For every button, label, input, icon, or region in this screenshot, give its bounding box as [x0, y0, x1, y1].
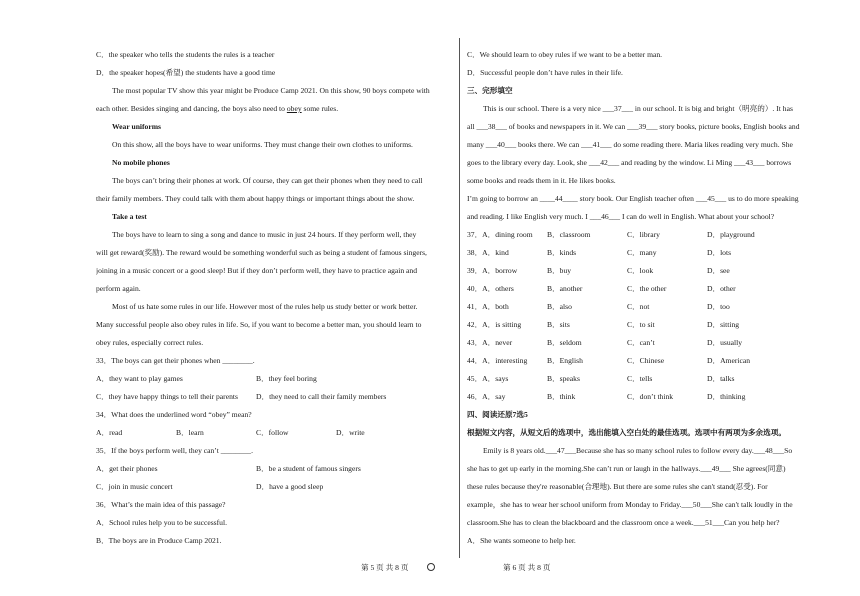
subheading-uniforms: Wear uniforms [112, 122, 162, 131]
choice-row-46 [467, 388, 823, 406]
q34-option-c: C．follow [256, 428, 289, 437]
passage-line: these rules because they're reasonable(合理地). But there are some rules she can't stand(忍受). For [467, 482, 768, 491]
text-run: each other. Besides singing and dancing, the boys also need to [96, 104, 287, 113]
page-number-left: 第 5 页 共 8 页 [361, 563, 409, 572]
choice: C．look [627, 266, 654, 275]
passage-line: The boys have to learn to sing a song and dance to music in just 24 hours. If they perform well, they [112, 230, 417, 239]
passage-line: Most of us hate some rules in our life. However most of the rules help us study better or work better. [112, 302, 418, 311]
passage-line: The boys can’t bring their phones at work. Of course, they can get their phones when they need to call [112, 176, 423, 185]
q35-option-a: A．get their phones [96, 464, 158, 473]
choice: C．don’t think [627, 392, 674, 401]
passage-line: example，she has to wear her school uniform from Monday to Friday.___50___She can't talk loudly in the [467, 500, 793, 509]
question-36: 36．What’s the main idea of this passage? [96, 500, 226, 509]
q34-options [96, 424, 454, 442]
question-34: 34．What does the underlined word “obey” mean? [96, 410, 252, 419]
q36-option-a: A．School rules help you to be successful. [96, 518, 227, 527]
choice: D．talks [707, 374, 735, 383]
passage-line: Emily is 8 years old.___47___Because she has so many school rules to follow every day.___48___So [483, 446, 793, 455]
right-column [467, 46, 823, 550]
binding-hole-icon [427, 563, 435, 571]
q34-option-a: A．read [96, 428, 123, 437]
q33-option-c: C．they have happy things to tell their parents [96, 392, 238, 401]
choice: C．Chinese [627, 356, 665, 365]
q34-option-d: D．write [336, 428, 365, 437]
choice: B．think [547, 392, 576, 401]
choice: D．sitting [707, 320, 740, 329]
choice-row-40 [467, 280, 823, 298]
choice-row-38 [467, 244, 823, 262]
text-run: some rules. [301, 104, 339, 113]
choice-row-43 [467, 334, 823, 352]
passage-line: obey rules, especially correct rules. [96, 338, 204, 347]
choice-row-39 [467, 262, 823, 280]
subheading-test: Take a test [112, 212, 147, 221]
q36-option-c: C．We should learn to obey rules if we want to be a better man. [467, 50, 663, 59]
option-a: A．She wants someone to help her. [467, 536, 576, 545]
choice: D．thinking [707, 392, 746, 401]
choice-row-37 [467, 226, 823, 244]
choice: B．kinds [547, 248, 577, 257]
q33-options-row2 [96, 388, 454, 406]
q35-options-row2 [96, 478, 454, 496]
choice: C．can’t [627, 338, 655, 347]
choice-row-44 [467, 352, 823, 370]
option-c-prev: C．the speaker who tells the students the rules is a teacher [96, 50, 275, 59]
subheading-phones: No mobile phones [112, 158, 170, 167]
section-heading-reading: 四、阅读还原7选5 [467, 410, 528, 419]
choice: 37．A．dining room [467, 230, 533, 239]
question-35: 35．If the boys perform well, they can’t ________. [96, 446, 253, 455]
q35-option-b: B．be a student of famous singers [256, 464, 361, 473]
choice: 45．A．says [467, 374, 509, 383]
choice: 46．A．say [467, 392, 506, 401]
choice: D．see [707, 266, 730, 275]
q35-options-row1 [96, 460, 454, 478]
passage-line: The most popular TV show this year might be Produce Camp 2021. On this show, 90 boys compete with [112, 86, 430, 95]
q33-options-row1 [96, 370, 454, 388]
choice-row-41 [467, 298, 823, 316]
cloze-line: I’m going to borrow an ____44____ story book. Our English teacher often ___45___ us to do more speaking [467, 194, 799, 203]
choice-row-42 [467, 316, 823, 334]
underlined-word: obey [286, 104, 302, 113]
section-instructions: 根据短文内容，从短文后的选项中，选出能填入空白处的最佳选项。选项中有两项为多余选项。 [467, 428, 786, 437]
q35-option-d: D．have a good sleep [256, 482, 324, 491]
choice: 44．A．interesting [467, 356, 528, 365]
cloze-line: many ___40___ books there. We can ___41___ do some reading there. Maria likes reading very much. She [467, 140, 793, 149]
choice: B．seldom [547, 338, 582, 347]
choice: 39．A．borrow [467, 266, 518, 275]
q35-option-c: C．join in music concert [96, 482, 173, 491]
choice: C．the other [627, 284, 667, 293]
passage-line [96, 100, 454, 118]
cloze-line: goes to the library every day. Look, she ___42___ and reading by the window. Li Ming ___43___ borrows [467, 158, 792, 167]
circle-icon [427, 562, 435, 571]
choice: 38．A．kind [467, 248, 509, 257]
choice: 41．A．both [467, 302, 509, 311]
page-number-right: 第 6 页 共 8 页 [503, 563, 551, 572]
passage-line: On this show, all the boys have to wear uniforms. They must change their own clothes to uniforms. [112, 140, 413, 149]
q33-option-b: B．they feel boring [256, 374, 317, 383]
choice: C．to sit [627, 320, 655, 329]
choice: C．tells [627, 374, 653, 383]
choice: D．too [707, 302, 730, 311]
choice: B．another [547, 284, 583, 293]
cloze-line: and reading. I like English very much. I ___46___ I can do well in English. What about your school? [467, 212, 775, 221]
choice: C．library [627, 230, 660, 239]
choice: B．sits [547, 320, 570, 329]
choice: B．English [547, 356, 583, 365]
q36-option-d: D．Successful people don’t have rules in their life. [467, 68, 623, 77]
passage-line: perform again. [96, 284, 141, 293]
passage-line: their family members. They could talk with them about happy things or important things about the show. [96, 194, 415, 203]
passage-line: Many successful people also obey rules in life. So, if you want to become a better man, you should learn to [96, 320, 422, 329]
passage-line: will get reward(奖励). The reward would be something wonderful such as being a student of famous singers, [96, 248, 427, 257]
choice: B．classroom [547, 230, 591, 239]
cloze-line: some books and reads them in it. He likes books. [467, 176, 616, 185]
choice: C．not [627, 302, 650, 311]
question-33: 33．The boys can get their phones when ________. [96, 356, 255, 365]
choice: D．lots [707, 248, 732, 257]
q34-option-b: B．learn [176, 428, 204, 437]
q33-option-a: A．they want to play games [96, 374, 183, 383]
option-d-prev: D．the speaker hopes(希望) the students have a good time [96, 68, 276, 77]
passage-line: she has to get up early in the morning.She can’t run or laugh in the hallways.___49___ She agrees(同意) [467, 464, 786, 473]
choice: D．American [707, 356, 751, 365]
choice: 43．A．never [467, 338, 513, 347]
cloze-line: This is our school. There is a very nice ___37___ in our school. It is big and bright（明亮的）. It has [483, 104, 793, 113]
passage-line: classroom.She has to clean the blackboard and the classroom once a week.___51___Can you help her? [467, 518, 780, 527]
q33-option-d: D．they need to call their family members [256, 392, 387, 401]
left-column [96, 46, 454, 550]
choice: D．usually [707, 338, 743, 347]
cloze-line: all ___38___ of books and newspapers in it. We can ___39___ story books, picture books, English books and [467, 122, 800, 131]
choice: D．playground [707, 230, 755, 239]
choice: 40．A．others [467, 284, 514, 293]
q36-option-b: B．The boys are in Produce Camp 2021. [96, 536, 222, 545]
choice: B．also [547, 302, 572, 311]
choice: 42．A．is sitting [467, 320, 522, 329]
column-divider [459, 38, 460, 558]
choice: B．speaks [547, 374, 580, 383]
choice: C．many [627, 248, 657, 257]
choice: B．buy [547, 266, 572, 275]
choice: D．other [707, 284, 736, 293]
section-heading-cloze: 三、完形填空 [467, 86, 513, 95]
choice-row-45 [467, 370, 823, 388]
passage-line: joining in a music concert or a good sleep! But if they don’t perform well, they have to practice again and [96, 266, 418, 275]
